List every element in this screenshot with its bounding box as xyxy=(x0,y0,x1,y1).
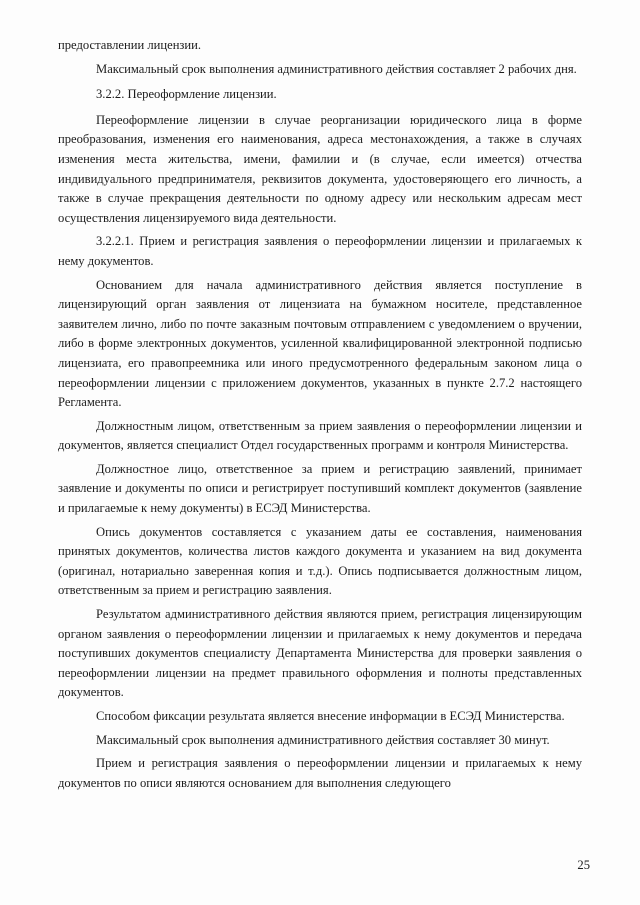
paragraph: Опись документов составляется с указанием даты ее составления, наименования принятых документов, количества листов каждого документа и указанием на вид документа (оригинал, нотариально заверенная копия и т.д.). Опись подписывается должностным лицом, ответственным за прием и регистрацию заявления. xyxy=(58,524,582,598)
paragraph: Должностным лицом, ответственным за прием заявления о переоформлении лицензии и документов, является специалист Отдел государственных программ и контроля Министерства. xyxy=(58,418,582,453)
page-number: 25 xyxy=(577,858,590,872)
paragraph: Переоформление лицензии в случае реорганизации юридического лица в форме преобразования, изменения его наименования, адреса местонахождения, а также в случаях изменения места жительства, имени, фамилии и (в случае, если имеется) отчества индивидуального предпринимателя, реквизитов документа, удостоверяющего его личность, а также в случае прекращения деятельности по одному адресу или нескольким адресам мест осуществления лицензируемого вида деятельности. xyxy=(58,112,582,225)
paragraph: Максимальный срок выполнения административного действия составляет 30 минут. xyxy=(96,732,550,747)
paragraph: Результатом административного действия являются прием, регистрация лицензирующим органом заявления о переоформлении лицензии и прилагаемых к нему документов и передача поступивших документов специалисту Департамента Министерства для проверки заявления о переоформлении лицензии на предмет правильного оформления и полноты представленных документов. xyxy=(58,607,582,700)
paragraph: Способом фиксации результата является внесение информации в ЕСЭД Министерства. xyxy=(96,709,565,723)
document-body xyxy=(58,36,582,797)
paragraph: Должностное лицо, ответственное за прием и регистрацию заявлений, принимает заявление и документы по описи и регистрирует поступивший комплект документов (заявление и прилагаемые к нему документы) в ЕСЭД Министерства. xyxy=(58,461,582,516)
section-heading: 3.2.2. Переоформление лицензии. xyxy=(96,87,277,102)
paragraph: Прием и регистрация заявления о переоформлении лицензии и прилагаемых к нему документов по описи являются основанием для выполнения следующего xyxy=(58,756,582,790)
subsection-heading: 3.2.2.1. Прием и регистрация заявления о переоформлении лицензии и прилагаемых к нему документов. xyxy=(58,234,582,268)
paragraph-continuation: предоставлении лицензии. xyxy=(58,38,202,52)
paragraph: Основанием для начала административного действия является поступление в лицензирующий орган заявления от лицензиата на бумажном носителе, представленное заявителем лично, либо по почте заказным почтовым отправлением с уведомлением о вручении, либо в форме электронных документов, усиленной квалифицированной электронной подписью лицензиата, его правопреемника или иного предусмотренного федеральным законом лица о переоформлении лицензии с приложением документов, указанных в пункте 2.7.2 настоящего Регламента. xyxy=(58,277,582,410)
paragraph: Максимальный срок выполнения административного действия составляет 2 рабочих дня. xyxy=(96,61,577,76)
